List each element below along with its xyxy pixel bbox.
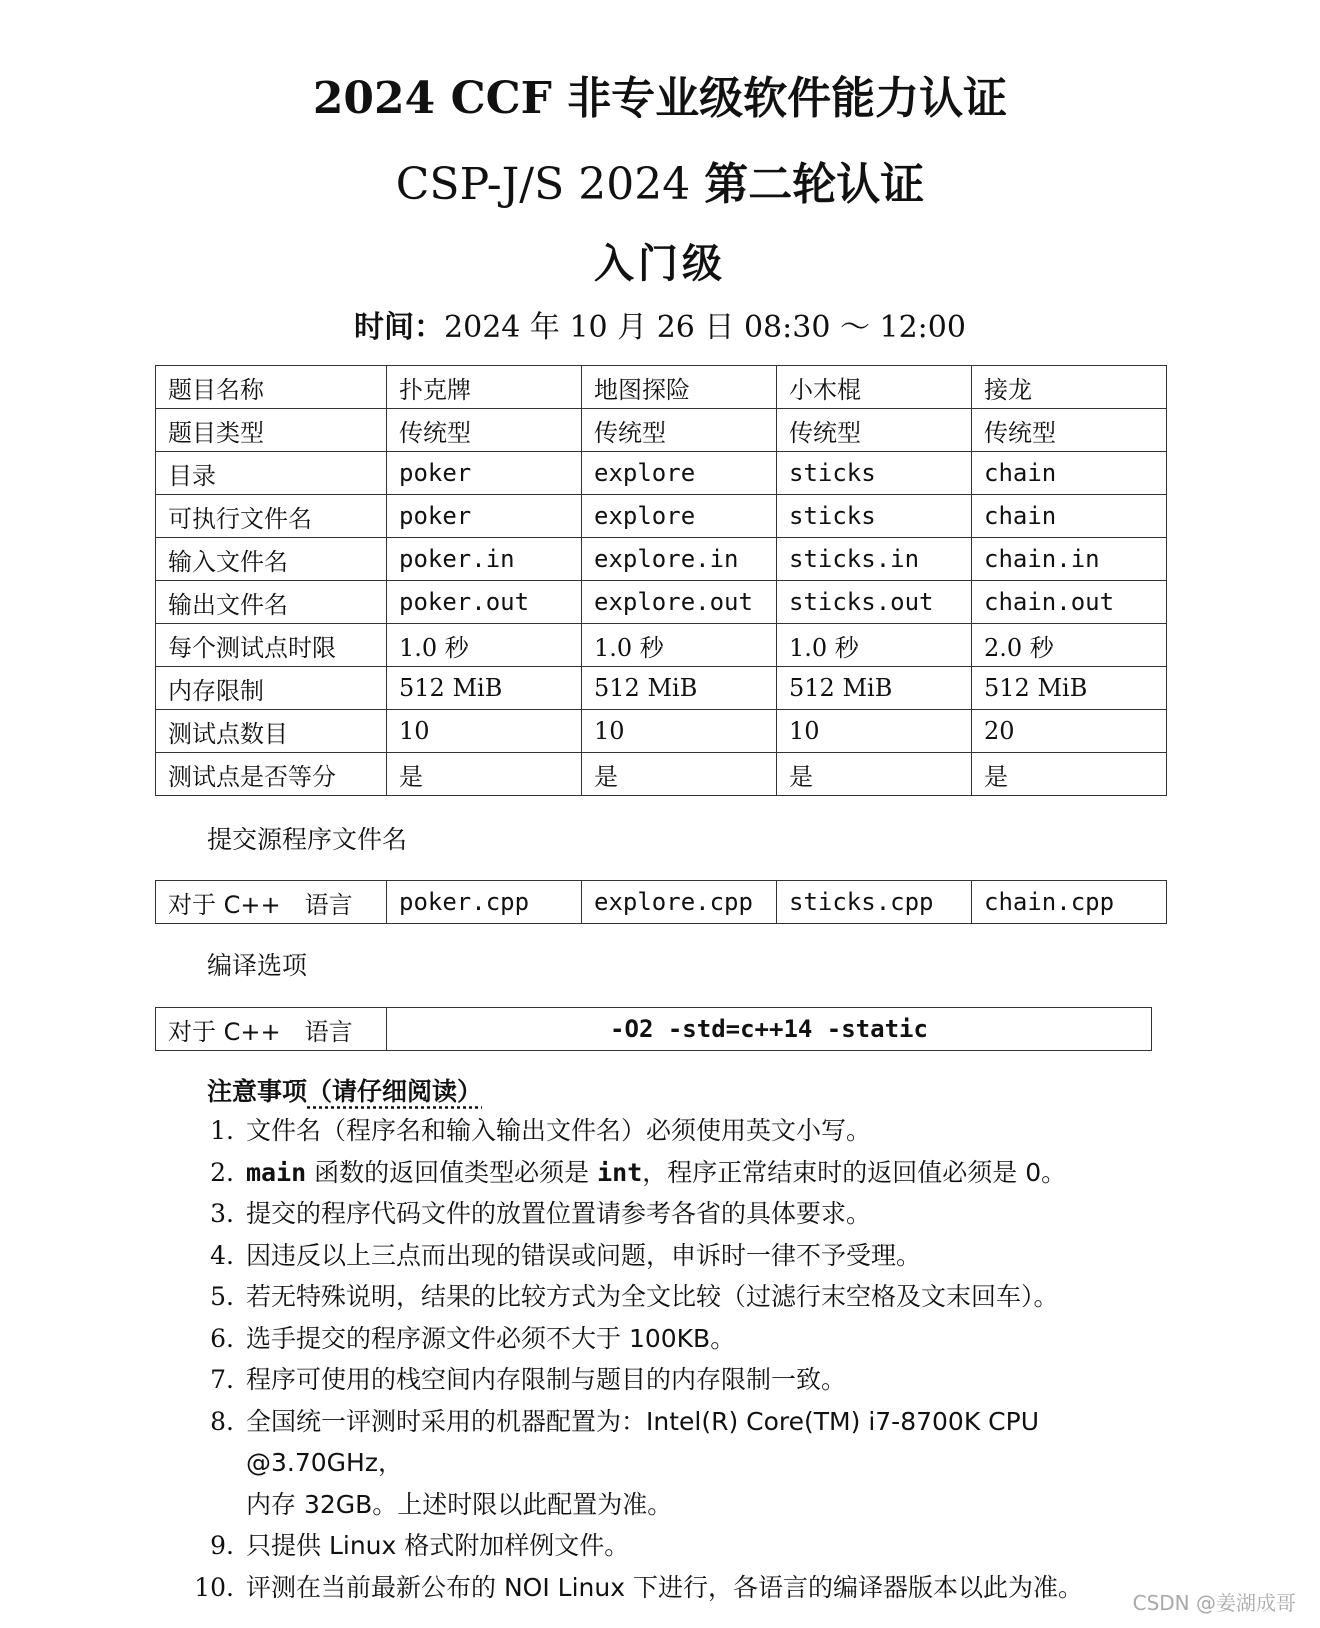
- document-title: 2024 CCF 非专业级软件能力认证: [312, 73, 1008, 124]
- table-cell: explore: [582, 495, 777, 538]
- table-row: [156, 1008, 1152, 1051]
- list-item: [180, 1525, 1180, 1567]
- item-text: 选手提交的程序源文件必须不大于 100KB。: [246, 1323, 736, 1353]
- item-number: 6.: [210, 1323, 234, 1353]
- table-row: [156, 710, 1167, 753]
- item-number: 2.: [210, 1157, 234, 1187]
- table-cell: sticks: [777, 452, 972, 495]
- submit-table: [155, 880, 1167, 924]
- list-item: [180, 1193, 1180, 1235]
- watermark: CSDN @姜湖成哥: [1132, 1591, 1296, 1615]
- item-number: 7.: [210, 1365, 234, 1394]
- table-cell: explore.out: [582, 581, 777, 624]
- table-cell: 地图探险: [582, 366, 777, 409]
- time-label: 时间：: [354, 310, 445, 345]
- list-item: [180, 1359, 1180, 1401]
- list-item: [180, 1318, 1180, 1360]
- table-cell: sticks: [777, 495, 972, 538]
- table-cell: 512 MiB: [972, 667, 1167, 710]
- row-label: 输出文件名: [156, 581, 387, 624]
- table-row: [156, 881, 1167, 924]
- item-number: 3.: [210, 1199, 234, 1228]
- subtitle-cn: 第二轮认证: [704, 159, 925, 210]
- table-cell: 2.0 秒: [972, 624, 1167, 667]
- table-cell: 10: [387, 710, 582, 753]
- item-text: 因违反以上三点而出现的错误或问题，申诉时一律不予受理。: [246, 1240, 922, 1270]
- row-label: 测试点数目: [156, 710, 387, 753]
- table-cell: poker.cpp: [387, 881, 582, 924]
- list-item: [180, 1401, 1180, 1484]
- item-number: [180, 1484, 246, 1526]
- item-text: 若无特殊说明，结果的比较方式为全文比较（过滤行末空格及文末回车）。: [246, 1282, 1059, 1311]
- table-cell: chain: [972, 495, 1167, 538]
- table-row: [156, 624, 1167, 667]
- table-cell: 512 MiB: [387, 667, 582, 710]
- table-cell: sticks.in: [777, 538, 972, 581]
- compile-options: -O2 -std=c++14 -static: [387, 1008, 1152, 1051]
- table-cell: poker.out: [387, 581, 582, 624]
- list-item: [180, 1567, 1180, 1609]
- item-text: 评测在当前最新公布的 NOI Linux 下进行，各语言的编译器版本以此为准。: [246, 1572, 1083, 1602]
- text-fragment: ，程序正常结束时的返回值必须是 0。: [642, 1157, 1067, 1187]
- table-cell: 1.0 秒: [777, 624, 972, 667]
- table-cell: 传统型: [582, 409, 777, 452]
- compile-table: [155, 1007, 1152, 1051]
- list-item: [180, 1484, 1180, 1526]
- submit-heading: 提交源程序文件名: [207, 825, 408, 854]
- item-number: 9.: [210, 1531, 234, 1560]
- list-item: [180, 1110, 1180, 1152]
- table-row: [156, 581, 1167, 624]
- row-label: 可执行文件名: [156, 495, 387, 538]
- table-cell: 接龙: [972, 366, 1167, 409]
- row-label: 测试点是否等分: [156, 753, 387, 796]
- inline-code: main: [246, 1157, 307, 1187]
- table-cell: explore.in: [582, 538, 777, 581]
- table-cell: chain: [972, 452, 1167, 495]
- item-text: 提交的程序代码文件的放置位置请参考各省的具体要求。: [246, 1199, 872, 1228]
- list-item: [180, 1235, 1180, 1277]
- item-text: 文件名（程序名和输入输出文件名）必须使用英文小写。: [246, 1116, 872, 1145]
- table-row: [156, 366, 1167, 409]
- item-number: 10.: [194, 1572, 234, 1602]
- row-label: 对于 C++ 语言: [156, 1008, 387, 1051]
- row-label: 目录: [156, 452, 387, 495]
- table-cell: chain.in: [972, 538, 1167, 581]
- table-cell: poker: [387, 452, 582, 495]
- list-item: [180, 1276, 1180, 1318]
- table-cell: 扑克牌: [387, 366, 582, 409]
- table-cell: 10: [582, 710, 777, 753]
- table-row: [156, 667, 1167, 710]
- table-row: [156, 538, 1167, 581]
- item-text: 只提供 Linux 格式附加样例文件。: [246, 1531, 630, 1560]
- subtitle-latin: CSP-J/S 2024: [395, 159, 691, 210]
- document-subtitle: [0, 148, 1320, 212]
- table-cell: 传统型: [387, 409, 582, 452]
- table-cell: poker: [387, 495, 582, 538]
- item-number: 8.: [210, 1406, 234, 1436]
- table-cell: 是: [777, 753, 972, 796]
- table-row: [156, 409, 1167, 452]
- table-cell: 小木棍: [777, 366, 972, 409]
- exam-time: [0, 302, 1320, 346]
- row-label: 题目类型: [156, 409, 387, 452]
- level-title: 入门级: [594, 241, 726, 287]
- item-text: 全国统一评测时采用的机器配置为：Intel(R) Core(TM) i7-8700K CPU @3.70GHz，: [246, 1406, 1039, 1477]
- table-cell: chain.cpp: [972, 881, 1167, 924]
- table-cell: 1.0 秒: [582, 624, 777, 667]
- table-cell: explore: [582, 452, 777, 495]
- table-cell: sticks.cpp: [777, 881, 972, 924]
- item-text: [246, 1152, 1066, 1194]
- table-row: [156, 452, 1167, 495]
- table-cell: 1.0 秒: [387, 624, 582, 667]
- inline-code: int: [597, 1157, 643, 1187]
- table-cell: 512 MiB: [582, 667, 777, 710]
- table-cell: 是: [582, 753, 777, 796]
- table-cell: 20: [972, 710, 1167, 753]
- table-cell: poker.in: [387, 538, 582, 581]
- row-label: 对于 C++ 语言: [156, 881, 387, 924]
- table-cell: 是: [972, 753, 1167, 796]
- notes-heading-dotted: （请仔细阅读）: [307, 1077, 483, 1106]
- time-value: 2024 年 10 月 26 日 08:30 ～ 12:00: [444, 310, 966, 345]
- row-label: 题目名称: [156, 366, 387, 409]
- notes-list: [180, 1110, 1180, 1608]
- table-cell: 512 MiB: [777, 667, 972, 710]
- list-item: [180, 1152, 1180, 1194]
- item-number: 5.: [210, 1282, 234, 1311]
- table-cell: explore.cpp: [582, 881, 777, 924]
- table-cell: 是: [387, 753, 582, 796]
- compile-heading: 编译选项: [207, 951, 308, 980]
- table-cell: 传统型: [972, 409, 1167, 452]
- text-fragment: 函数的返回值类型必须是: [306, 1157, 598, 1187]
- row-label: 每个测试点时限: [156, 624, 387, 667]
- table-cell: 传统型: [777, 409, 972, 452]
- notes-heading: [207, 1072, 482, 1108]
- item-text: 内存 32GB。上述时限以此配置为准。: [246, 1489, 673, 1519]
- table-row: [156, 753, 1167, 796]
- notes-heading-plain: 注意事项: [207, 1077, 308, 1106]
- item-number: 1.: [210, 1116, 234, 1145]
- table-cell: chain.out: [972, 581, 1167, 624]
- item-number: 4.: [210, 1240, 234, 1270]
- table-row: [156, 495, 1167, 538]
- table-cell: 10: [777, 710, 972, 753]
- table-cell: sticks.out: [777, 581, 972, 624]
- row-label: 输入文件名: [156, 538, 387, 581]
- item-text: 程序可使用的栈空间内存限制与题目的内存限制一致。: [246, 1365, 847, 1394]
- problem-table: [155, 365, 1167, 796]
- row-label: 内存限制: [156, 667, 387, 710]
